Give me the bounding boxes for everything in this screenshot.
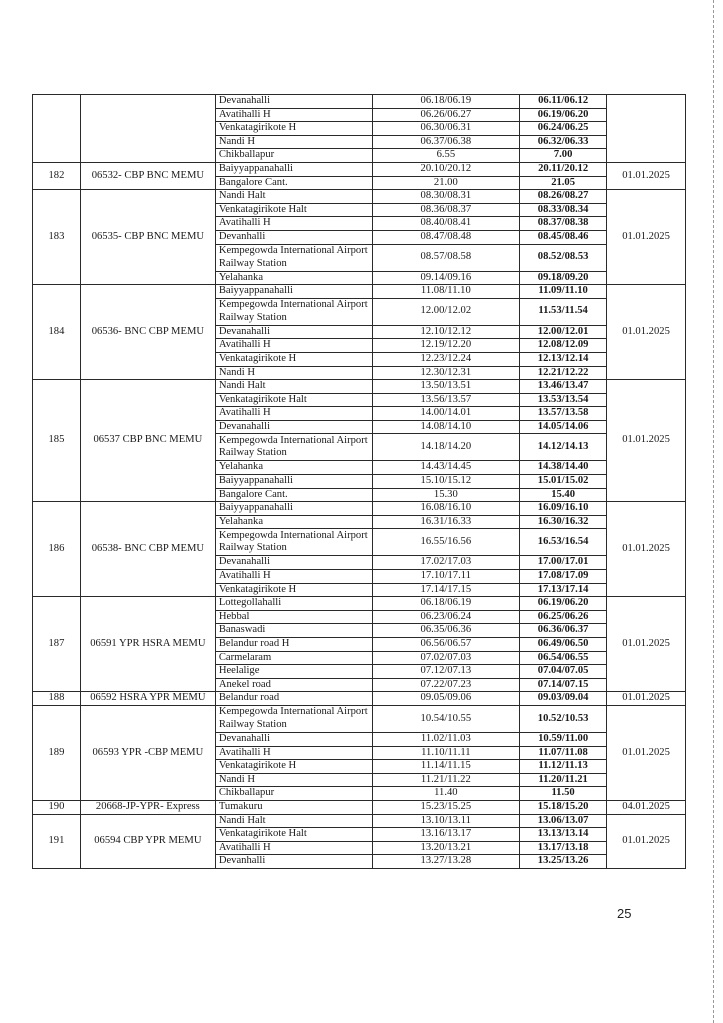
existing-timing-cell: 07.22/07.23 bbox=[372, 678, 520, 692]
existing-timing-cell: 14.08/14.10 bbox=[372, 420, 520, 434]
revised-timing-cell: 15.40 bbox=[520, 488, 607, 502]
station-cell: Nandi H bbox=[215, 366, 372, 380]
existing-timing-cell: 06.35/06.36 bbox=[372, 624, 520, 638]
existing-timing-cell: 12.19/12.20 bbox=[372, 339, 520, 353]
station-cell: Heelalige bbox=[215, 665, 372, 679]
revised-timing-cell: 14.12/14.13 bbox=[520, 434, 607, 461]
train-name-cell: 06592 HSRA YPR MEMU bbox=[80, 692, 215, 706]
existing-timing-cell: 06.30/06.31 bbox=[372, 122, 520, 136]
revised-timing-cell: 11.50 bbox=[520, 787, 607, 801]
station-cell: Devanhalli bbox=[215, 855, 372, 869]
effective-date-cell: 01.01.2025 bbox=[607, 705, 686, 800]
station-cell: Chikballapur bbox=[215, 149, 372, 163]
existing-timing-cell: 08.30/08.31 bbox=[372, 190, 520, 204]
station-cell: Devanahalli bbox=[215, 95, 372, 109]
revised-timing-cell: 14.05/14.06 bbox=[520, 420, 607, 434]
station-cell: Belandur road H bbox=[215, 638, 372, 652]
revised-timing-cell: 06.49/06.50 bbox=[520, 638, 607, 652]
serial-number-cell: 190 bbox=[33, 800, 81, 814]
revised-timing-cell: 06.24/06.25 bbox=[520, 122, 607, 136]
serial-number-cell: 189 bbox=[33, 705, 81, 800]
station-cell: Hebbal bbox=[215, 610, 372, 624]
existing-timing-cell: 16.08/16.10 bbox=[372, 502, 520, 516]
effective-date-cell: 01.01.2025 bbox=[607, 814, 686, 868]
effective-date-cell: 01.01.2025 bbox=[607, 380, 686, 502]
revised-timing-cell: 7.00 bbox=[520, 149, 607, 163]
serial-number-cell: 191 bbox=[33, 814, 81, 868]
existing-timing-cell: 14.00/14.01 bbox=[372, 407, 520, 421]
existing-timing-cell: 11.08/11.10 bbox=[372, 285, 520, 299]
existing-timing-cell: 11.21/11.22 bbox=[372, 773, 520, 787]
serial-number-cell: 182 bbox=[33, 162, 81, 189]
revised-timing-cell: 12.13/12.14 bbox=[520, 352, 607, 366]
station-cell: Nandi Halt bbox=[215, 814, 372, 828]
existing-timing-cell: 07.12/07.13 bbox=[372, 665, 520, 679]
revised-timing-cell: 07.14/07.15 bbox=[520, 678, 607, 692]
table-row bbox=[33, 705, 686, 732]
existing-timing-cell: 12.10/12.12 bbox=[372, 325, 520, 339]
station-cell: Devanahalli bbox=[215, 325, 372, 339]
revised-timing-cell: 06.19/06.20 bbox=[520, 108, 607, 122]
effective-date-cell: 01.01.2025 bbox=[607, 162, 686, 189]
revised-timing-cell: 13.13/13.14 bbox=[520, 828, 607, 842]
revised-timing-cell: 17.08/17.09 bbox=[520, 570, 607, 584]
train-name-cell: 06594 CBP YPR MEMU bbox=[80, 814, 215, 868]
station-cell: Belandur road bbox=[215, 692, 372, 706]
existing-timing-cell: 16.31/16.33 bbox=[372, 515, 520, 529]
revised-timing-cell: 10.59/11.00 bbox=[520, 732, 607, 746]
train-name-cell: 20668-JP-YPR- Express bbox=[80, 800, 215, 814]
existing-timing-cell: 13.10/13.11 bbox=[372, 814, 520, 828]
existing-timing-cell: 12.23/12.24 bbox=[372, 352, 520, 366]
station-cell: Nandi H bbox=[215, 773, 372, 787]
existing-timing-cell: 20.10/20.12 bbox=[372, 162, 520, 176]
existing-timing-cell: 09.05/09.06 bbox=[372, 692, 520, 706]
effective-date-cell: 04.01.2025 bbox=[607, 800, 686, 814]
station-cell: Lottegollahalli bbox=[215, 597, 372, 611]
station-cell: Carmelaram bbox=[215, 651, 372, 665]
existing-timing-cell: 08.47/08.48 bbox=[372, 230, 520, 244]
train-name-cell: 06593 YPR -CBP MEMU bbox=[80, 705, 215, 800]
revised-timing-cell: 10.52/10.53 bbox=[520, 705, 607, 732]
effective-date-cell: 01.01.2025 bbox=[607, 285, 686, 380]
revised-timing-cell: 13.17/13.18 bbox=[520, 841, 607, 855]
revised-timing-cell: 11.12/11.13 bbox=[520, 760, 607, 774]
revised-timing-cell: 15.01/15.02 bbox=[520, 475, 607, 489]
existing-timing-cell: 08.36/08.37 bbox=[372, 203, 520, 217]
existing-timing-cell: 11.02/11.03 bbox=[372, 732, 520, 746]
scan-edge-line bbox=[713, 0, 714, 1023]
revised-timing-cell: 08.33/08.34 bbox=[520, 203, 607, 217]
station-cell: Bangalore Cant. bbox=[215, 488, 372, 502]
serial-number-cell: 183 bbox=[33, 190, 81, 285]
revised-timing-cell: 06.19/06.20 bbox=[520, 597, 607, 611]
existing-timing-cell: 6.55 bbox=[372, 149, 520, 163]
revised-timing-cell: 06.54/06.55 bbox=[520, 651, 607, 665]
station-cell: Avatihalli H bbox=[215, 841, 372, 855]
revised-timing-cell: 11.53/11.54 bbox=[520, 298, 607, 325]
existing-timing-cell: 06.18/06.19 bbox=[372, 597, 520, 611]
station-cell: Avatihalli H bbox=[215, 407, 372, 421]
revised-timing-cell: 12.21/12.22 bbox=[520, 366, 607, 380]
effective-date-cell: 01.01.2025 bbox=[607, 502, 686, 597]
revised-timing-cell: 06.25/06.26 bbox=[520, 610, 607, 624]
revised-timing-cell: 16.09/16.10 bbox=[520, 502, 607, 516]
effective-date-cell: 01.01.2025 bbox=[607, 190, 686, 285]
train-name-cell bbox=[80, 95, 215, 163]
station-cell: Devanahalli bbox=[215, 420, 372, 434]
train-name-cell: 06591 YPR HSRA MEMU bbox=[80, 597, 215, 692]
station-cell: Baiyyappanahalli bbox=[215, 475, 372, 489]
existing-timing-cell: 12.30/12.31 bbox=[372, 366, 520, 380]
station-cell: Chikballapur bbox=[215, 787, 372, 801]
station-cell: Avatihalli H bbox=[215, 217, 372, 231]
revised-timing-cell: 13.25/13.26 bbox=[520, 855, 607, 869]
station-cell: Tumakuru bbox=[215, 800, 372, 814]
existing-timing-cell: 21.00 bbox=[372, 176, 520, 190]
existing-timing-cell: 09.14/09.16 bbox=[372, 271, 520, 285]
table-row bbox=[33, 800, 686, 814]
station-cell: Venkatagirikote Halt bbox=[215, 393, 372, 407]
serial-number-cell: 188 bbox=[33, 692, 81, 706]
table-row bbox=[33, 162, 686, 176]
train-name-cell: 06537 CBP BNC MEMU bbox=[80, 380, 215, 502]
revised-timing-cell: 13.06/13.07 bbox=[520, 814, 607, 828]
timetable-revision-table bbox=[32, 94, 686, 869]
revised-timing-cell: 14.38/14.40 bbox=[520, 461, 607, 475]
station-cell: Venkatagirikote H bbox=[215, 352, 372, 366]
station-cell: Devanahalli bbox=[215, 732, 372, 746]
station-cell: Kempegowda International Airport Railway Station bbox=[215, 434, 372, 461]
station-cell: Baiyyappanahalli bbox=[215, 502, 372, 516]
existing-timing-cell: 17.02/17.03 bbox=[372, 556, 520, 570]
existing-timing-cell: 15.23/15.25 bbox=[372, 800, 520, 814]
existing-timing-cell: 17.14/17.15 bbox=[372, 583, 520, 597]
revised-timing-cell: 13.46/13.47 bbox=[520, 380, 607, 394]
revised-timing-cell: 20.11/20.12 bbox=[520, 162, 607, 176]
existing-timing-cell: 11.14/11.15 bbox=[372, 760, 520, 774]
revised-timing-cell: 11.09/11.10 bbox=[520, 285, 607, 299]
station-cell: Devanahalli bbox=[215, 556, 372, 570]
station-cell: Venkatagirikote H bbox=[215, 583, 372, 597]
station-cell: Banaswadi bbox=[215, 624, 372, 638]
effective-date-cell: 01.01.2025 bbox=[607, 692, 686, 706]
effective-date-cell bbox=[607, 95, 686, 163]
serial-number-cell: 186 bbox=[33, 502, 81, 597]
station-cell: Anekel road bbox=[215, 678, 372, 692]
existing-timing-cell: 06.18/06.19 bbox=[372, 95, 520, 109]
effective-date-cell: 01.01.2025 bbox=[607, 597, 686, 692]
revised-timing-cell: 11.07/11.08 bbox=[520, 746, 607, 760]
train-name-cell: 06536- BNC CBP MEMU bbox=[80, 285, 215, 380]
station-cell: Avatihalli H bbox=[215, 339, 372, 353]
revised-timing-cell: 16.53/16.54 bbox=[520, 529, 607, 556]
station-cell: Kempegowda International Airport Railway Station bbox=[215, 298, 372, 325]
table-row bbox=[33, 692, 686, 706]
existing-timing-cell: 06.26/06.27 bbox=[372, 108, 520, 122]
revised-timing-cell: 08.26/08.27 bbox=[520, 190, 607, 204]
revised-timing-cell: 12.08/12.09 bbox=[520, 339, 607, 353]
existing-timing-cell: 08.40/08.41 bbox=[372, 217, 520, 231]
existing-timing-cell: 16.55/16.56 bbox=[372, 529, 520, 556]
revised-timing-cell: 11.20/11.21 bbox=[520, 773, 607, 787]
revised-timing-cell: 13.57/13.58 bbox=[520, 407, 607, 421]
existing-timing-cell: 13.16/13.17 bbox=[372, 828, 520, 842]
revised-timing-cell: 08.37/08.38 bbox=[520, 217, 607, 231]
station-cell: Nandi Halt bbox=[215, 380, 372, 394]
existing-timing-cell: 13.20/13.21 bbox=[372, 841, 520, 855]
station-cell: Yelahanka bbox=[215, 515, 372, 529]
revised-timing-cell: 06.36/06.37 bbox=[520, 624, 607, 638]
revised-timing-cell: 06.32/06.33 bbox=[520, 135, 607, 149]
serial-number-cell bbox=[33, 95, 81, 163]
station-cell: Bangalore Cant. bbox=[215, 176, 372, 190]
table-row bbox=[33, 597, 686, 611]
station-cell: Venkatagirikote H bbox=[215, 760, 372, 774]
serial-number-cell: 185 bbox=[33, 380, 81, 502]
existing-timing-cell: 17.10/17.11 bbox=[372, 570, 520, 584]
page-number: 25 bbox=[617, 906, 632, 921]
station-cell: Kempegowda International Airport Railway Station bbox=[215, 244, 372, 271]
existing-timing-cell: 06.56/06.57 bbox=[372, 638, 520, 652]
station-cell: Nandi H bbox=[215, 135, 372, 149]
station-cell: Venkatagirikote Halt bbox=[215, 203, 372, 217]
revised-timing-cell: 21.05 bbox=[520, 176, 607, 190]
serial-number-cell: 187 bbox=[33, 597, 81, 692]
table-row bbox=[33, 95, 686, 109]
revised-timing-cell: 06.11/06.12 bbox=[520, 95, 607, 109]
existing-timing-cell: 11.40 bbox=[372, 787, 520, 801]
existing-timing-cell: 13.56/13.57 bbox=[372, 393, 520, 407]
station-cell: Avatihalli H bbox=[215, 570, 372, 584]
existing-timing-cell: 06.37/06.38 bbox=[372, 135, 520, 149]
table-row bbox=[33, 285, 686, 299]
table-row bbox=[33, 814, 686, 828]
table-row bbox=[33, 502, 686, 516]
revised-timing-cell: 08.45/08.46 bbox=[520, 230, 607, 244]
station-cell: Nandi Halt bbox=[215, 190, 372, 204]
serial-number-cell: 184 bbox=[33, 285, 81, 380]
station-cell: Baiyyappanahalli bbox=[215, 162, 372, 176]
revised-timing-cell: 17.13/17.14 bbox=[520, 583, 607, 597]
station-cell: Yelahanka bbox=[215, 271, 372, 285]
station-cell: Venkatagirikote Halt bbox=[215, 828, 372, 842]
train-name-cell: 06535- CBP BNC MEMU bbox=[80, 190, 215, 285]
station-cell: Devanhalli bbox=[215, 230, 372, 244]
revised-timing-cell: 13.53/13.54 bbox=[520, 393, 607, 407]
station-cell: Kempegowda International Airport Railway Station bbox=[215, 705, 372, 732]
station-cell: Avatihalli H bbox=[215, 746, 372, 760]
revised-timing-cell: 16.30/16.32 bbox=[520, 515, 607, 529]
station-cell: Yelahanka bbox=[215, 461, 372, 475]
timetable-body bbox=[33, 95, 686, 869]
existing-timing-cell: 06.23/06.24 bbox=[372, 610, 520, 624]
revised-timing-cell: 17.00/17.01 bbox=[520, 556, 607, 570]
existing-timing-cell: 07.02/07.03 bbox=[372, 651, 520, 665]
train-name-cell: 06538- BNC CBP MEMU bbox=[80, 502, 215, 597]
revised-timing-cell: 09.18/09.20 bbox=[520, 271, 607, 285]
existing-timing-cell: 13.27/13.28 bbox=[372, 855, 520, 869]
existing-timing-cell: 15.30 bbox=[372, 488, 520, 502]
existing-timing-cell: 14.43/14.45 bbox=[372, 461, 520, 475]
train-name-cell: 06532- CBP BNC MEMU bbox=[80, 162, 215, 189]
existing-timing-cell: 13.50/13.51 bbox=[372, 380, 520, 394]
station-cell: Baiyyappanahalli bbox=[215, 285, 372, 299]
table-row bbox=[33, 190, 686, 204]
existing-timing-cell: 10.54/10.55 bbox=[372, 705, 520, 732]
station-cell: Venkatagirikote H bbox=[215, 122, 372, 136]
revised-timing-cell: 08.52/08.53 bbox=[520, 244, 607, 271]
station-cell: Kempegowda International Airport Railway Station bbox=[215, 529, 372, 556]
table-row bbox=[33, 380, 686, 394]
existing-timing-cell: 12.00/12.02 bbox=[372, 298, 520, 325]
revised-timing-cell: 07.04/07.05 bbox=[520, 665, 607, 679]
revised-timing-cell: 09.03/09.04 bbox=[520, 692, 607, 706]
existing-timing-cell: 14.18/14.20 bbox=[372, 434, 520, 461]
station-cell: Avatihalli H bbox=[215, 108, 372, 122]
revised-timing-cell: 12.00/12.01 bbox=[520, 325, 607, 339]
existing-timing-cell: 15.10/15.12 bbox=[372, 475, 520, 489]
existing-timing-cell: 11.10/11.11 bbox=[372, 746, 520, 760]
existing-timing-cell: 08.57/08.58 bbox=[372, 244, 520, 271]
revised-timing-cell: 15.18/15.20 bbox=[520, 800, 607, 814]
